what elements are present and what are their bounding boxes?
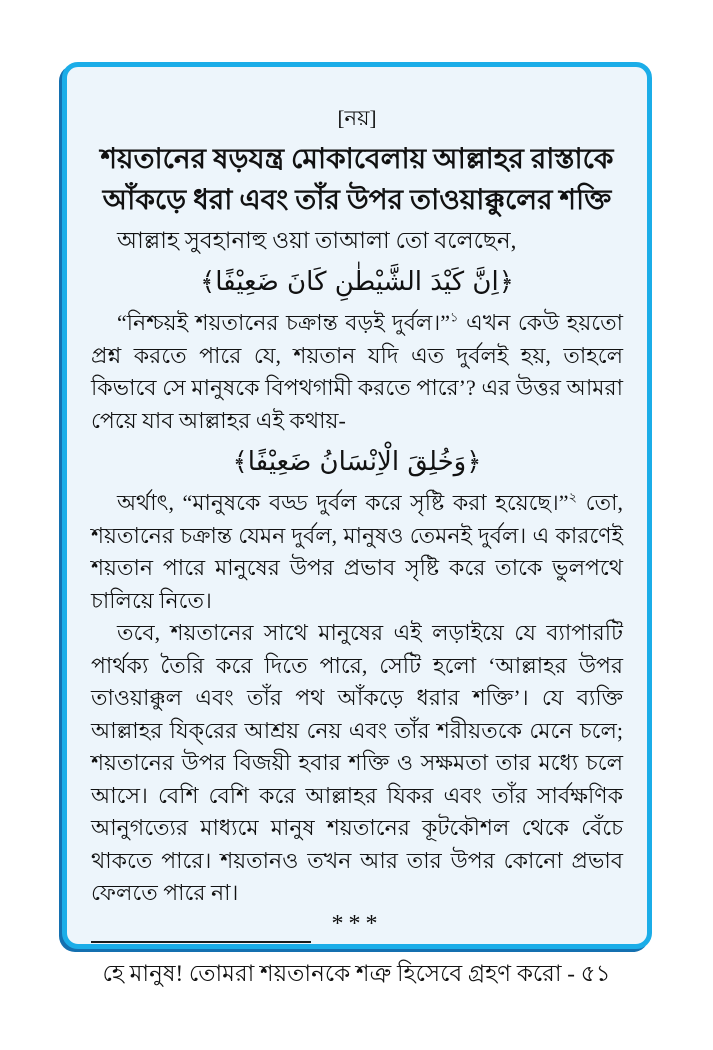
paragraph-1 xyxy=(91,307,623,437)
footnote-1-number xyxy=(91,946,123,950)
asterisk-separator: *** xyxy=(331,910,383,937)
paragraph-2-text: অর্থাৎ, “মানুষকে বড্ড দুর্বল করে সৃষ্টি করা হয়েছে।” xyxy=(117,490,569,515)
chapter-title-line1: শয়তানের ষড়যন্ত্র মোকাবেলায় আল্লাহর রাস্তাকে xyxy=(100,144,614,175)
footnote-1-text xyxy=(123,946,307,950)
page-border-panel xyxy=(62,62,652,949)
paragraph-3: তবে, শয়তানের সাথে মানুষের এই লড়াইয়ে যে ব্যাপারটি পার্থক্য তৈরি করে দিতে পারে, সেটি হলো ‘আল্লাহর উপর তাওয়াক্কুল এবং তাঁর পথ আঁকড়ে ধরার শক্তি’। যে ব্যক্তি আল্লাহর যিক্‌রের আশ্রয় নেয় এবং তাঁর শরীয়তকে মেনে চলে; শয়তানের উপর বিজয়ী হবার শক্তি ও সক্ষমতা তার মধ্যে চলে আসে। বেশি বেশি করে আল্লাহর যিকর এবং তাঁর সার্বক্ষণিক আনুগত্যের মাধ্যমে মানুষ শয়তানের কূটকৌশল থেকে বেঁচে থাকতে পারে। শয়তানও তখন আর তার উপর কোনো প্রভাব ফেলতে পারে না। xyxy=(91,620,623,905)
paragraph-2 xyxy=(91,487,623,617)
arabic-verse-2: ﴿وَخُلِقَ الْاِنْسَانُ ضَعِيْفًا﴾ xyxy=(232,447,482,477)
paragraph-1-text: “নিশ্চয়ই শয়তানের চক্রান্ত বড়ই দুর্বল।” xyxy=(117,310,450,335)
paragraph-2-text-cont: তো, শয়তানের চক্রান্ত যেমন দুর্বল, মানুষও তেমনই দুর্বল। এ কারণেই শয়তান পারে মানুষের উপর প্রভাব সৃষ্টি করে তাকে ভুলপথে চালিয়ে নিতে। xyxy=(91,490,623,613)
footnote-ref-2: ২ xyxy=(568,489,578,505)
footnote-ref-1: ১ xyxy=(449,309,459,325)
paragraph-1-text-cont: এখন কেউ হয়তো প্রশ্ন করতে পারে যে, শয়তান যদি এত দুর্বলই হয়, তাহলে কিভাবে সে মানুষকে বিপথগামী করতে পারে’? এর উত্তর আমরা পেয়ে যাব আল্লাহর এই কথায়- xyxy=(91,310,624,433)
chapter-number-marker: [নয়] xyxy=(337,106,377,130)
intro-line: আল্লাহ সুবহানাহু ওয়া তাআলা তো বলেছেন, xyxy=(117,228,517,253)
arabic-verse-1: ﴿اِنَّ كَيْدَ الشَّيْطٰنِ كَانَ ضَعِيْفًا﴾ xyxy=(200,267,514,297)
running-footer-with-page-number: হে মানুষ! তোমরা শয়তানকে শত্রু হিসেবে গ্রহণ করো - ৫১ xyxy=(102,961,611,986)
footnote-1 xyxy=(91,946,623,950)
chapter-title xyxy=(91,139,623,221)
footnote-divider xyxy=(91,941,311,943)
chapter-title-line2: আঁকড়ে ধরা এবং তাঁর উপর তাওয়াক্কুলের শক্তি xyxy=(102,185,612,216)
